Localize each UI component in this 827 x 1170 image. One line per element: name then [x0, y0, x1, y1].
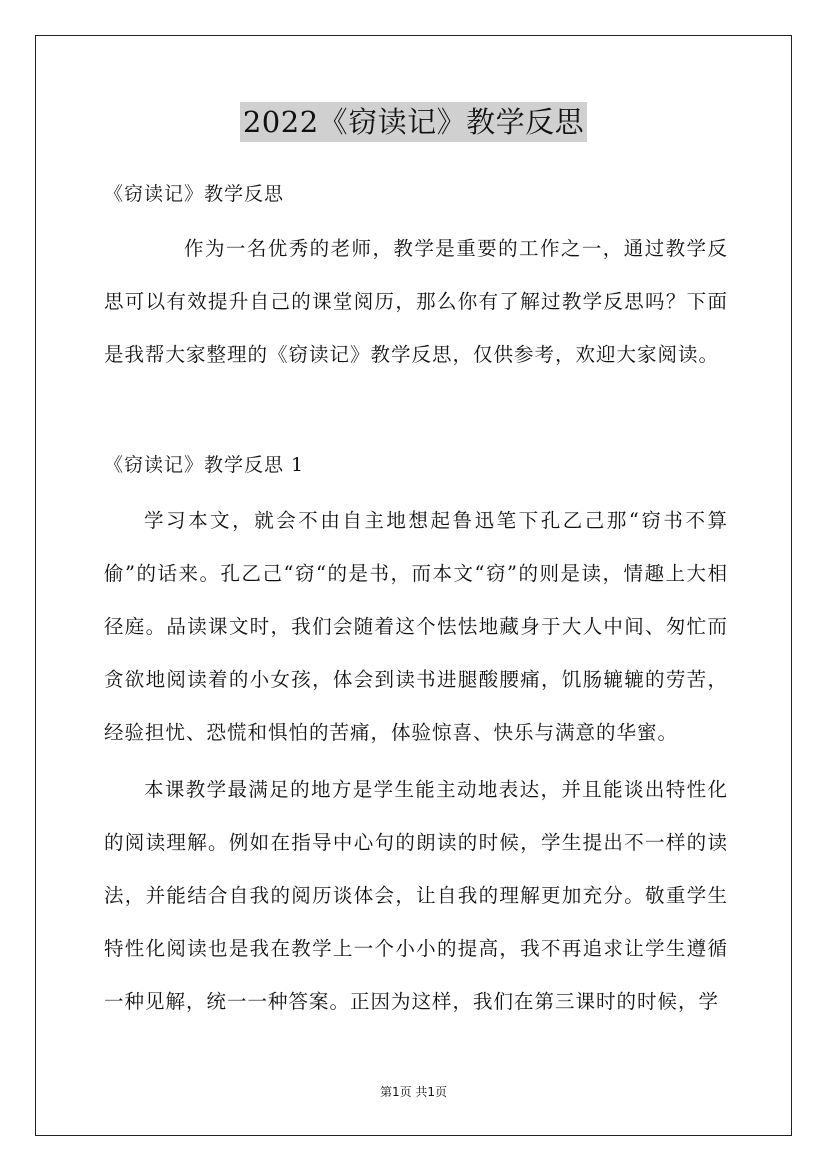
document-title-wrapper — [0, 102, 827, 142]
body-paragraph-2: 本课教学最满足的地方是学生能主动地表达，并且能谈出特性化的阅读理解。例如在指导中心句的朗读的时候，学生提出不一样的读法，并能结合自我的阅历谈体会，让自我的理解更加充分。敬重学生特性化阅读也是我在教学上一个小小的提高，我不再追求让学生遵循一种见解，统一一种答案。正因为这样，我们在第三课时的时候，学 — [104, 778, 728, 1013]
page-footer: 第1页 共1页 — [379, 1085, 448, 1099]
document-title: 2022《窃读记》教学反思 — [240, 102, 587, 142]
document-subtitle: 《窃读记》教学反思 — [104, 183, 285, 205]
section-heading: 《窃读记》教学反思 1 — [104, 454, 305, 476]
intro-paragraph: 作为一名优秀的老师，教学是重要的工作之一，通过教学反思可以有效提升自己的课堂阅历，那么你有了解过教学反思吗？下面是我帮大家整理的《窃读记》教学反思，仅供参考，欢迎大家阅读。 — [104, 237, 728, 366]
body-paragraph-1: 学习本文，就会不由自主地想起鲁迅笔下孔乙己那“窃书不算偷”的话来。孔乙己“窃“的是书，而本文“窃”的则是读，情趣上大相径庭。品读课文时，我们会随着这个怯怯地藏身于大人中间、匆忙而贪欲地阅读着的小女孩，体会到读书进腿酸腰痛，饥肠辘辘的劳苦，经验担忧、恐慌和惧怕的苦痛，体验惊喜、快乐与满意的华蜜。 — [104, 509, 728, 744]
